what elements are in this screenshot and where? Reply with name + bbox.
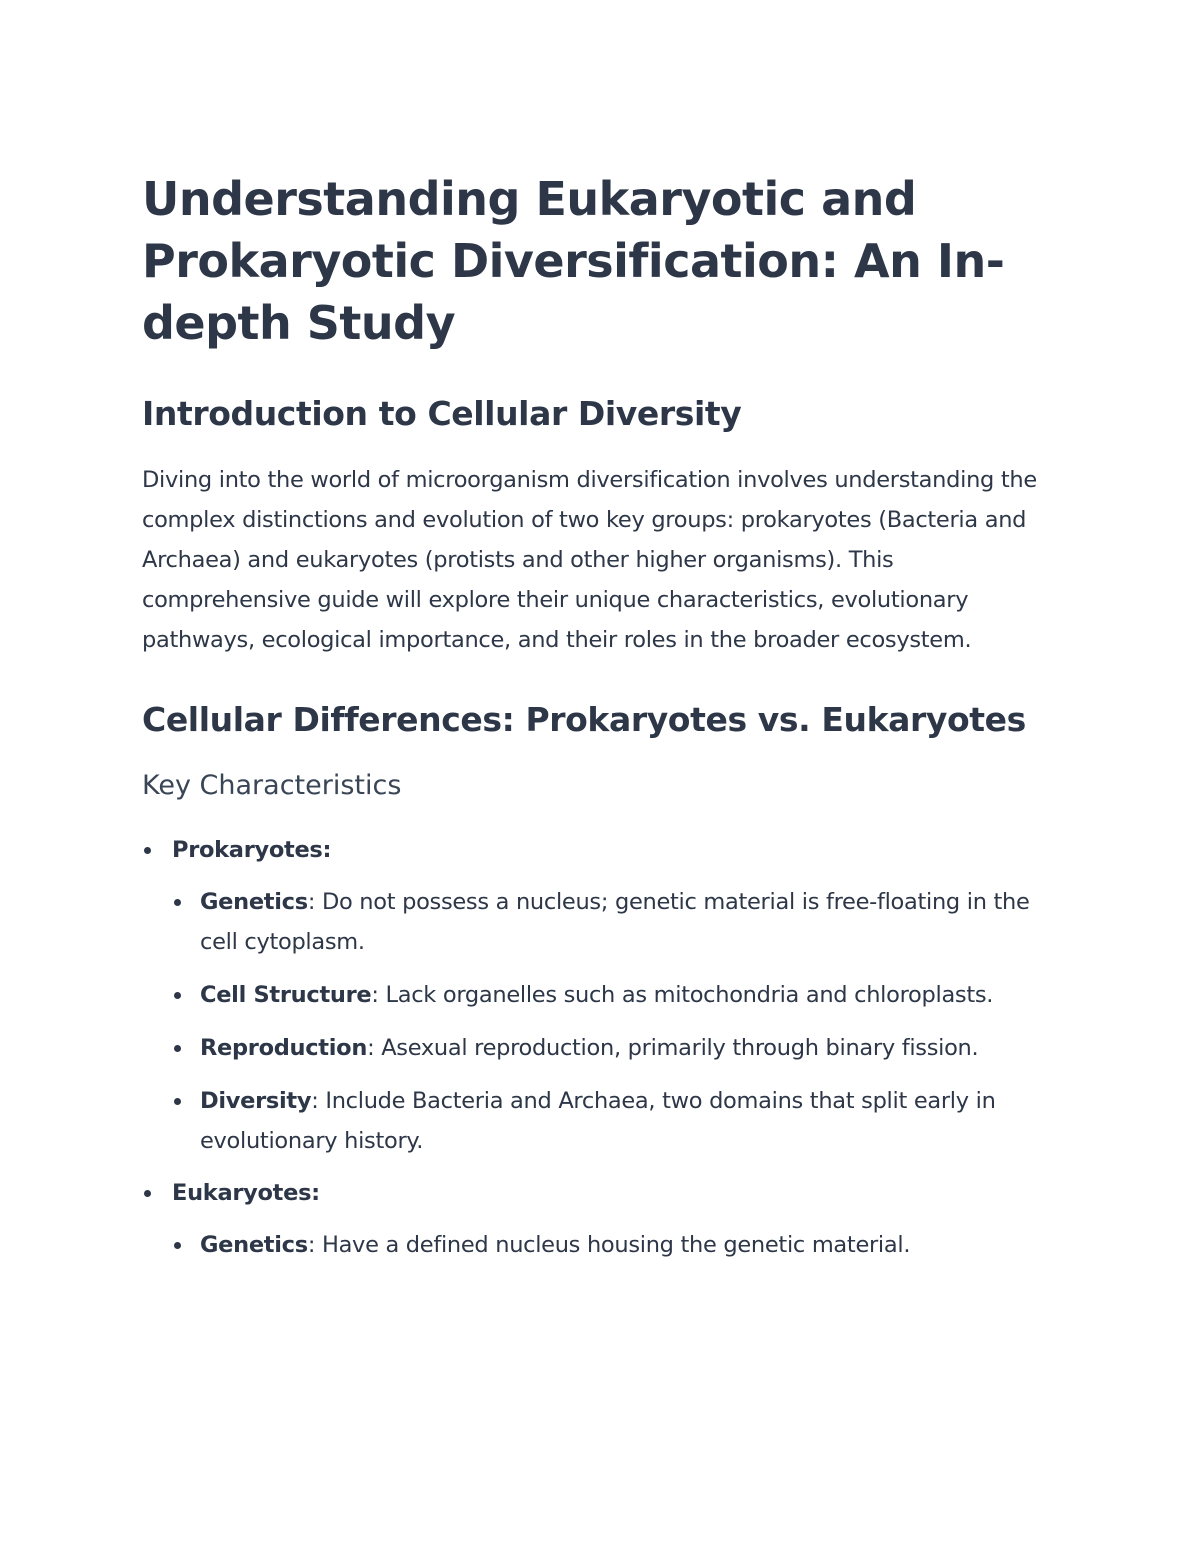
bullet-icon [174, 992, 181, 999]
trait-term: Genetics [200, 889, 308, 915]
list-item [172, 1081, 1062, 1161]
list-item [172, 1028, 1062, 1068]
list-item [172, 882, 1062, 962]
trait-term: Genetics [200, 1232, 308, 1258]
intro-paragraph: Diving into the world of microorganism diversification involves understanding the complex distinctions and evolution of two key groups: prokaryotes (Bacteria and Archaea) and eukaryotes (protists and other higher organisms). This comprehensive guide will explore their unique characteristics, evolutionary pathways, ecological importance, and their roles in the broader ecosystem. [142, 467, 1037, 653]
trait-text: : Do not possess a nucleus; genetic material is free-floating in the cell cytoplasm. [200, 889, 1030, 955]
bullet-icon [174, 1242, 181, 1249]
characteristics-list [142, 830, 1062, 1265]
trait-term: Cell Structure [200, 982, 372, 1008]
trait-text: : Have a defined nucleus housing the genetic material. [307, 1232, 911, 1258]
differences-heading: Cellular Differences: Prokaryotes vs. Eukaryotes [142, 700, 1026, 739]
trait-term: Reproduction [200, 1035, 368, 1061]
list-item-eukaryotes [142, 1173, 1062, 1265]
document-page [142, 168, 1062, 1265]
trait-text: : Lack organelles such as mitochondria and chloroplasts. [371, 982, 994, 1008]
trait-text: : Include Bacteria and Archaea, two domains that split early in evolutionary history. [200, 1088, 996, 1154]
bullet-icon [174, 899, 181, 906]
trait-term: Diversity [200, 1088, 312, 1114]
bullet-icon [174, 1045, 181, 1052]
intro-heading: Introduction to Cellular Diversity [142, 394, 742, 433]
list-item [172, 1225, 1062, 1265]
list-item [172, 975, 1062, 1015]
bullet-icon [174, 1098, 181, 1105]
group-label: Prokaryotes: [172, 837, 332, 863]
page-title: Understanding Eukaryotic and Prokaryotic Diversification: An In-depth Study [142, 172, 1005, 350]
list-item-prokaryotes [142, 830, 1062, 1161]
group-label: Eukaryotes: [172, 1180, 320, 1206]
trait-text: : Asexual reproduction, primarily through binary fission. [367, 1035, 979, 1061]
eukaryote-traits-list [172, 1225, 1062, 1265]
key-characteristics-heading: Key Characteristics [142, 770, 402, 801]
bullet-icon [144, 847, 151, 854]
bullet-icon [144, 1190, 151, 1197]
prokaryote-traits-list [172, 882, 1062, 1161]
